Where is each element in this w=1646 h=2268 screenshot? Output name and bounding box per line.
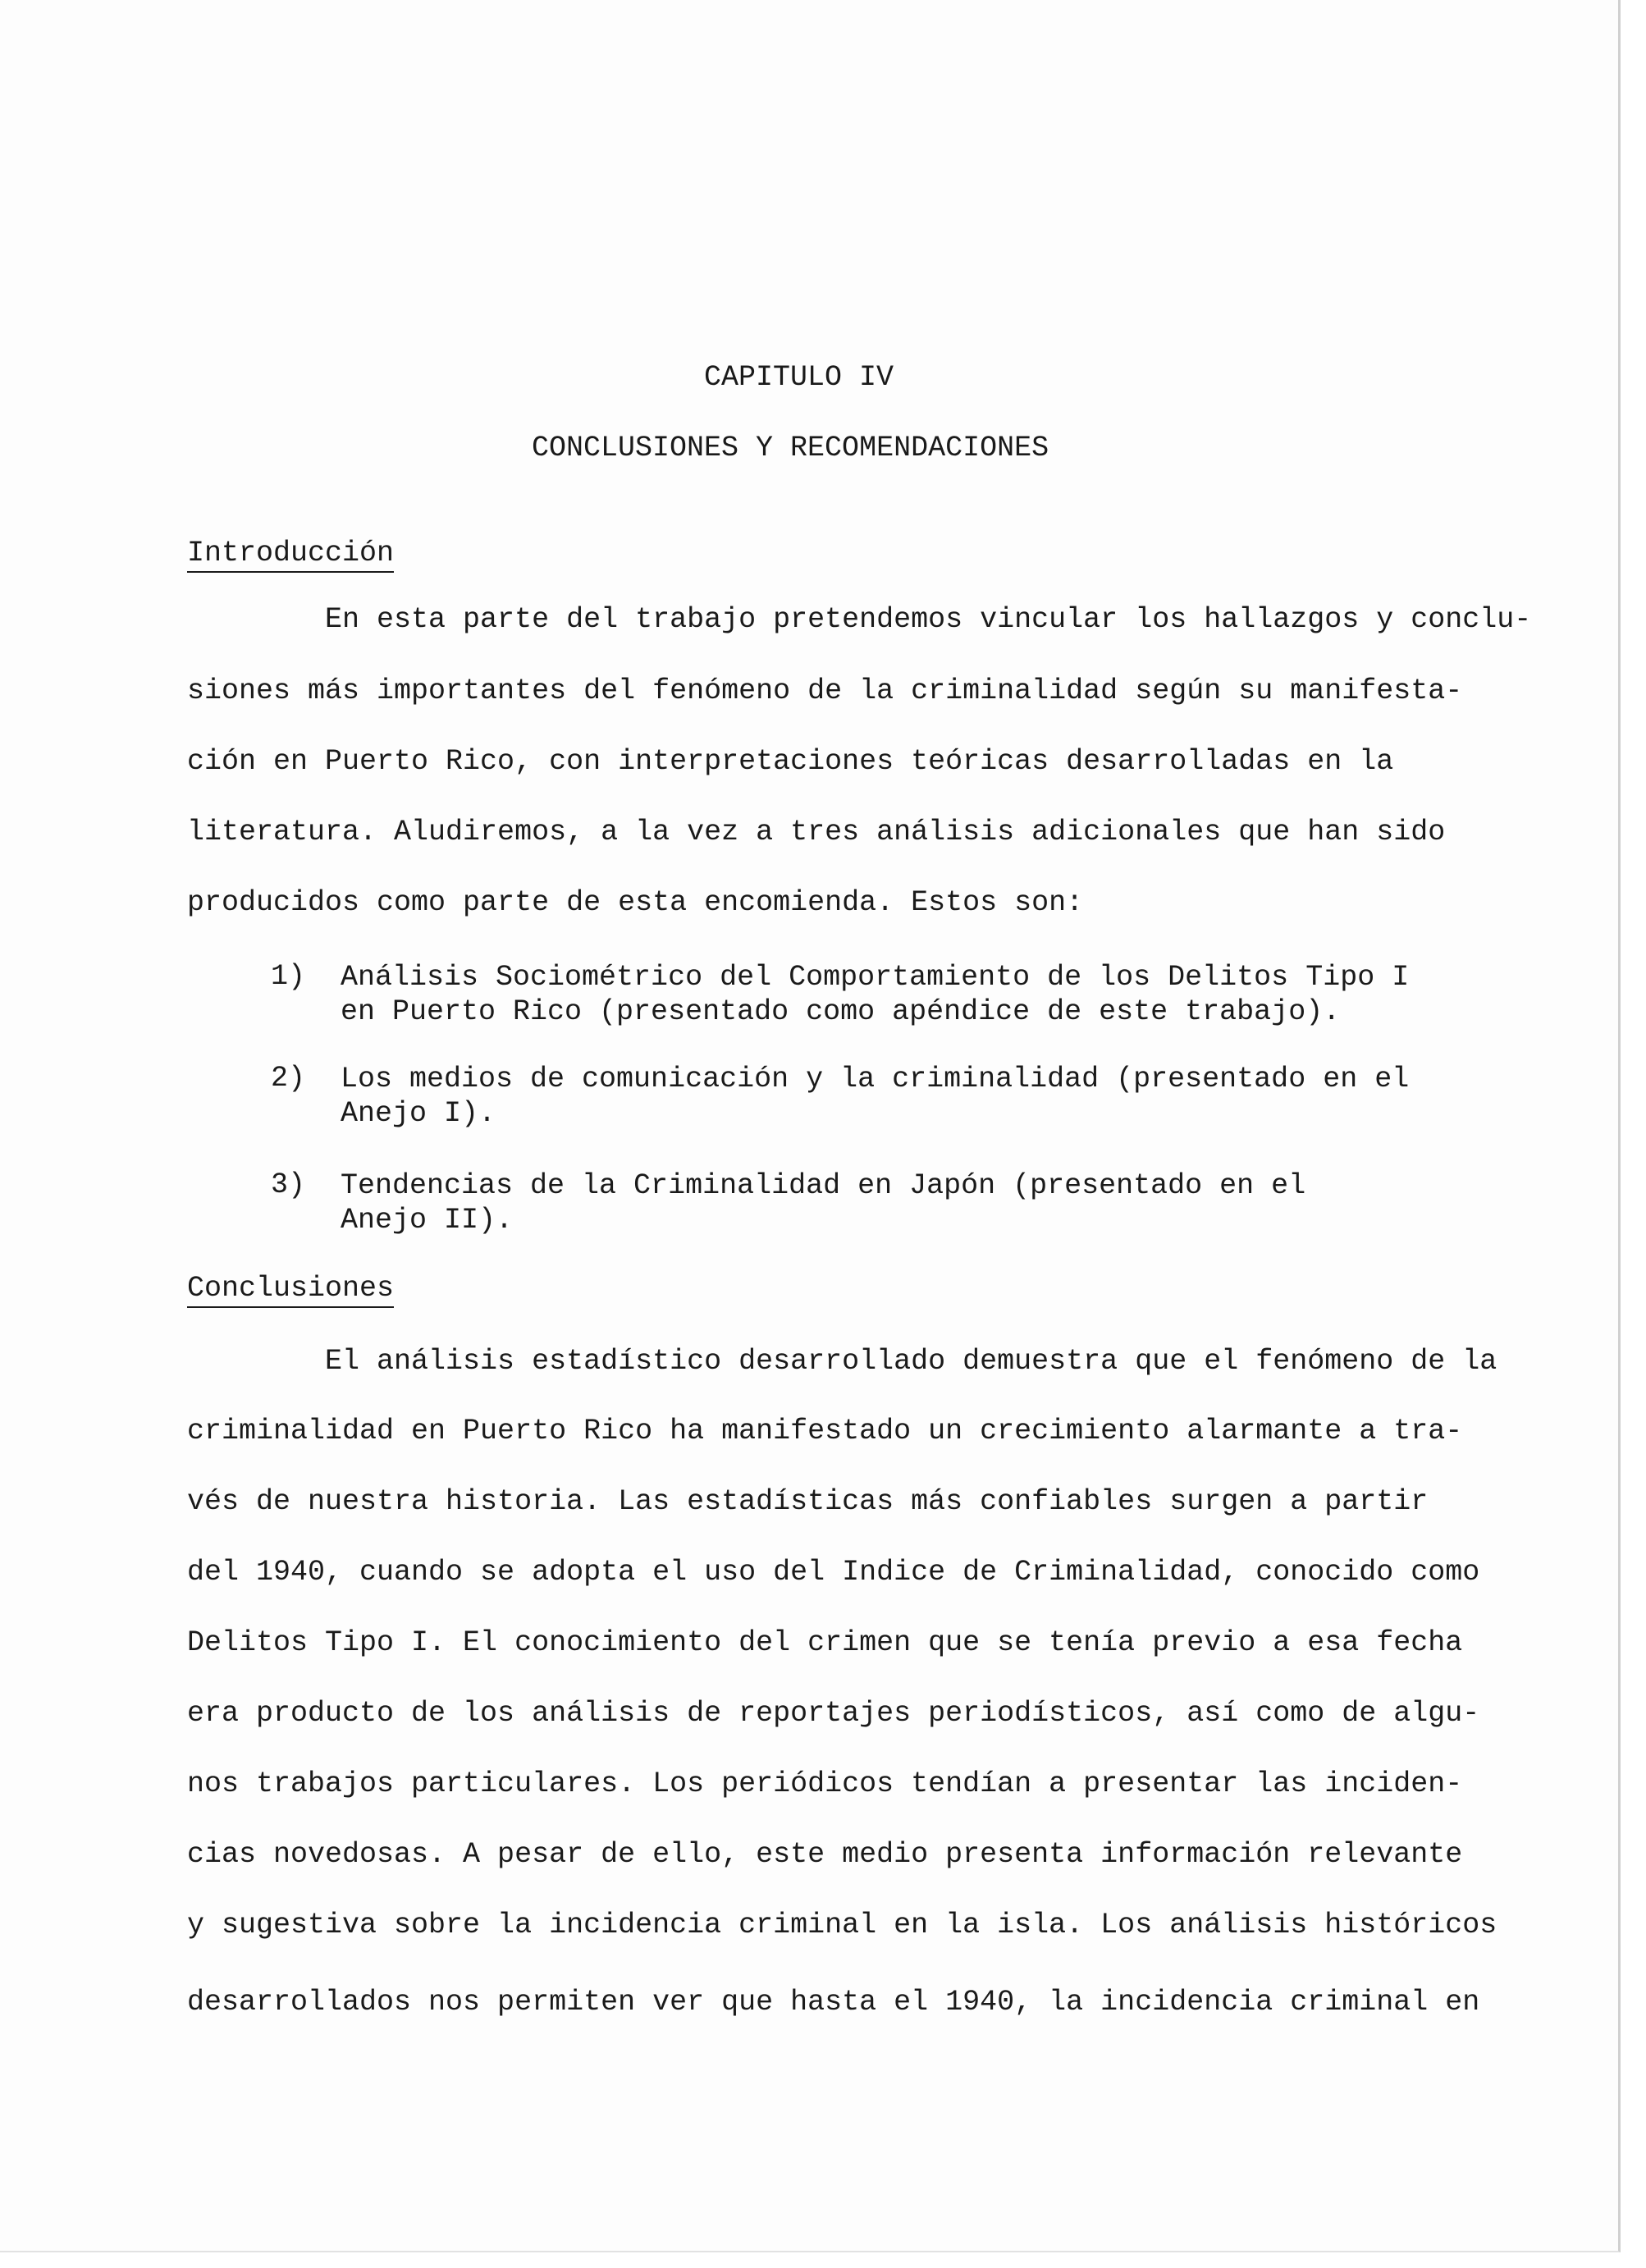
list-item-number: 3) (271, 1168, 306, 1201)
conclusions-line-5: Delitos Tipo I. El conocimiento del crimen que se tenía previo a esa fecha (187, 1626, 1463, 1659)
list-item-line: en Puerto Rico (presentado como apéndice de este trabajo). (341, 995, 1341, 1028)
conclusions-line-10: desarrollados nos permiten ver que hasta el 1940, la incidencia criminal en (187, 1986, 1480, 2019)
list-item-line: Tendencias de la Criminalidad en Japón (presentado en el (341, 1169, 1306, 1202)
intro-line-3: ción en Puerto Rico, con interpretaciones teóricas desarrolladas en la (187, 745, 1394, 778)
list-item-line: Anejo II). (341, 1204, 514, 1237)
conclusions-line-8: cias novedosas. A pesar de ello, este medio presenta información relevante (187, 1838, 1463, 1871)
conclusions-line-3: vés de nuestra historia. Las estadísticas más confiables surgen a partir (187, 1485, 1429, 1518)
list-item-line: Análisis Sociométrico del Comportamiento de los Delitos Tipo I (341, 961, 1410, 994)
chapter-number: CAPITULO IV (704, 361, 894, 394)
conclusions-line-1: El análisis estadístico desarrollado demuestra que el fenómeno de la (187, 1345, 1497, 1378)
list-item-line: Anejo I). (341, 1097, 496, 1130)
intro-line-1: En esta parte del trabajo pretendemos vincular los hallazgos y conclu- (187, 603, 1532, 636)
list-item-number: 1) (271, 960, 306, 993)
list-item-line: Los medios de comunicación y la criminalidad (presentado en el (341, 1063, 1410, 1095)
section-heading-introduction: Introducción (187, 537, 394, 573)
intro-line-4: literatura. Aludiremos, a la vez a tres análisis adicionales que han sido (187, 816, 1446, 848)
conclusions-line-4: del 1940, cuando se adopta el uso del Indice de Criminalidad, conocido como (187, 1556, 1480, 1589)
conclusions-line-2: criminalidad en Puerto Rico ha manifestado un crecimiento alarmante a tra- (187, 1415, 1463, 1447)
list-item-number: 2) (271, 1062, 306, 1095)
chapter-title: CONCLUSIONES Y RECOMENDACIONES (532, 432, 1049, 464)
intro-line-5: producidos como parte de esta encomienda. Estos son: (187, 886, 1084, 919)
conclusions-line-7: nos trabajos particulares. Los periódicos tendían a presentar las inciden- (187, 1767, 1463, 1800)
conclusions-line-6: era producto de los análisis de reportajes periodísticos, así como de algu- (187, 1697, 1480, 1730)
conclusions-line-9: y sugestiva sobre la incidencia criminal en la isla. Los análisis históricos (187, 1909, 1497, 1941)
intro-line-2: siones más importantes del fenómeno de la criminalidad según su manifesta- (187, 674, 1463, 707)
section-heading-conclusions: Conclusiones (187, 1272, 394, 1308)
